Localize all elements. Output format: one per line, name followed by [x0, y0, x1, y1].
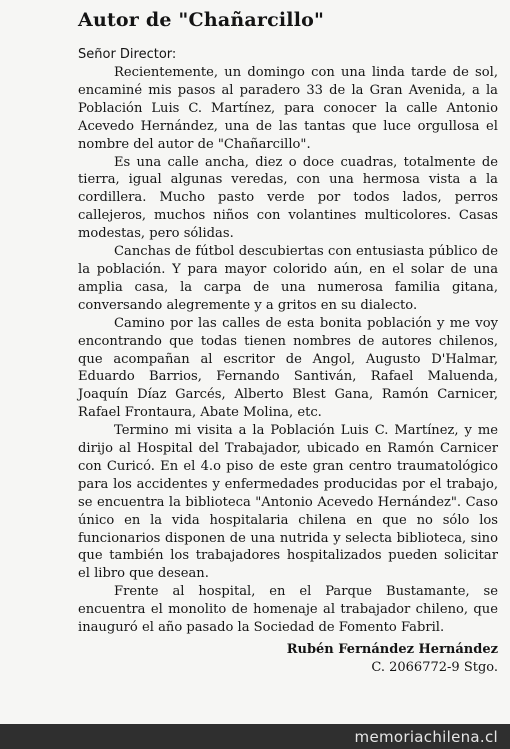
author-signature: Rubén Fernández Hernández — [286, 642, 498, 657]
paragraph-4: Camino por las calles de esta bonita población y me voy encontrando que todas tienen nombres de autores chilenos, que acompañan al escritor de Angol, Augusto D'Halmar, Eduardo Barrios, Fernando Santiván, Rafael Maluenda, Joaquín Díaz Garcés, Alberto Blest Gana, Ramón Carnicer, Rafael Frontaura, Abate Molina, etc. — [78, 315, 498, 421]
paragraph-6: Frente al hospital, en el Parque Bustamante, se encuentra el monolito de homenaje al trabajador chileno, que inauguró el año pasado la Sociedad de Fomento Fabril. — [78, 584, 498, 636]
salutation: Señor Director: — [78, 47, 177, 62]
watermark-bar — [0, 724, 510, 749]
paragraph-1: Recientemente, un domingo con una linda tarde de sol, encaminé mis pasos al paradero 33 de la Gran Avenida, a la Población Luis C. Martínez, para conocer la calle Antonio Acevedo Hernández, una de las tantas que luce orgullosa el nombre del autor de "Chañarcillo". — [78, 65, 498, 152]
article-headline: Autor de "Chañarcillo" — [78, 9, 325, 31]
author-id-line: C. 2066772-9 Stgo. — [371, 660, 498, 675]
paragraph-2: Es una calle ancha, diez o doce cuadras, totalmente de tierra, igual algunas veredas, con una hermosa vista a la cordillera. Mucho pasto verde por todos lados, perros callejeros, muchos niños con volantines multicolores. Casas modestas, pero sólidas. — [78, 154, 498, 242]
paragraph-5: Termino mi visita a la Población Luis C. Martínez, y me dirijo al Hospital del Trabajador, ubicado en Ramón Carnicer con Curicó. En el 4.o piso de este gran centro traumatológico para los accidentes y enfermedades producidas por el trabajo, se encuentra la biblioteca "Antonio Acevedo Hernández". Caso único en la vida hospitalaria chilena en que no sólo los funcionarios disponen de una nutrida y selecta biblioteca, sino que también los trabajadores hospitalizados pueden solicitar el libro que desean. — [78, 423, 498, 582]
letter-article — [78, 6, 498, 677]
site-watermark: memoriachilena.cl — [354, 727, 498, 746]
paragraph-3: Canchas de fútbol descubiertas con entusiasta público de la población. Y para mayor colorido aún, en el solar de una amplia casa, la carpa de una numerosa familia gitana, conversando alegremente y a gritos en su dialecto. — [78, 244, 498, 313]
